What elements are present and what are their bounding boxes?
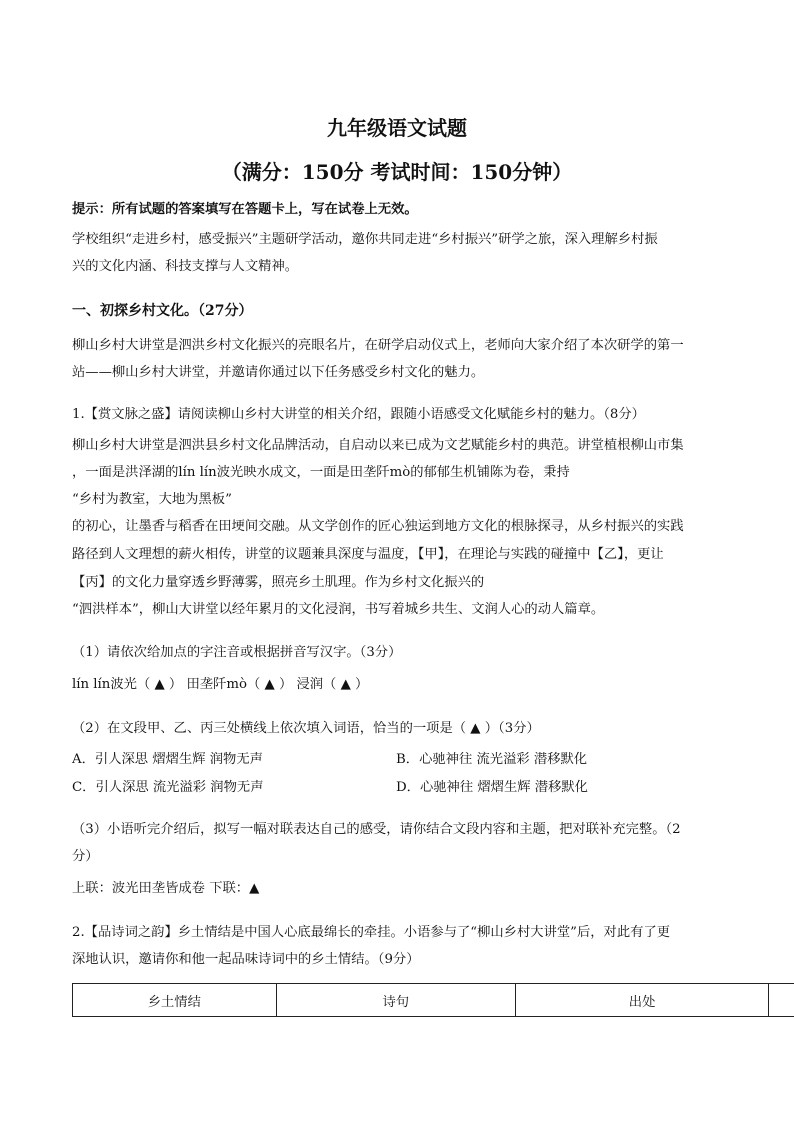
section-heading: 一、初探乡村文化。（27分）	[72, 303, 253, 319]
passage-line-4: 的初心，让墨香与稻香在田埂间交融。从文学创作的匠心独运到地方文化的根脉探寻，从乡村振兴的实践	[72, 519, 684, 534]
sub-question-3-prompt: （3）小语听完介绍后，拟写一幅对联表达自己的感受，请你结合文段内容和主题，把对联补充完整。（2	[72, 822, 681, 837]
option-d: D．心驰神往 熠熠生辉 潜移默化	[396, 780, 588, 795]
table-header-cell: 乡土情结	[73, 984, 277, 1017]
sub-question-2-prompt: （2）在文段甲、乙、丙三处横线上依次填入词语，恰当的一项是（ ▲ ）（3分）	[72, 721, 540, 736]
section-intro-line-2: 站——柳山乡村大讲堂，并邀请你通过以下任务感受乡村文化的魅力。	[72, 365, 485, 380]
sub-question-1-answer: lín lín波光（ ▲ ） 田垄阡mò（ ▲ ） 浸润（ ▲ ）	[72, 677, 369, 692]
poetry-table	[72, 983, 794, 1017]
page-title: 九年级语文试题	[327, 116, 467, 140]
section-intro-line-1: 柳山乡村大讲堂是泗洪乡村文化振兴的亮眼名片，在研学启动仪式上，老师向大家介绍了本次研学的第一	[72, 338, 684, 353]
passage-line-2: ，一面是洪泽湖的lín lín波光映水成文，一面是田垄阡mò的郁郁生机铺陈为卷，秉持	[72, 465, 570, 480]
couplet-answer: 上联：波光田垄皆成卷 下联：▲	[72, 881, 260, 896]
sub-question-3-prompt-cont: 分）	[72, 849, 99, 864]
passage-line-1: 柳山乡村大讲堂是泗洪县乡村文化品牌活动，自启动以来已成为文艺赋能乡村的典范。讲堂植根柳山市集	[72, 438, 684, 453]
passage-line-6: 【丙】的文化力量穿透乡野薄雾，照亮乡土肌理。作为乡村文化振兴的	[72, 575, 485, 590]
notice: 提示：所有试题的答案填写在答题卡上，写在试卷上无效。	[72, 202, 418, 217]
sub-question-1-prompt: （1）请依次给加点的字注音或根据拼音写汉字。（3分）	[72, 645, 402, 660]
passage-line-3: “乡村为教室，大地为黑板”	[72, 492, 232, 507]
table-header-cell: 出处	[515, 984, 768, 1017]
question-2-heading: 2.【品诗词之韵】乡土情结是中国人心底最绵长的牵挂。小语参与了“柳山乡村大讲堂”后，对此有了更	[72, 925, 671, 940]
intro-line-1: 学校组织“走进乡村，感受振兴”主题研学活动，邀你共同走进“乡村振兴”研学之旅，深入理解乡村振	[72, 232, 658, 247]
table-header-cell: 诗句	[276, 984, 515, 1017]
page-subtitle: （满分：150分 考试时间：150分钟）	[221, 160, 573, 184]
option-b: B．心驰神往 流光溢彩 潜移默化	[396, 752, 588, 767]
passage-line-7: “泗洪样本”，柳山大讲堂以经年累月的文化浸润，书写着城乡共生、文润人心的动人篇章。	[72, 602, 605, 617]
intro-line-2: 兴的文化内涵、科技支撑与人文精神。	[72, 259, 299, 274]
question-1-heading: 1.【赏文脉之盛】请阅读柳山乡村大讲堂的相关介绍，跟随小语感受文化赋能乡村的魅力。（8分）	[72, 407, 645, 422]
table-header-row	[73, 984, 794, 1017]
option-c: C．引人深思 流光溢彩 润物无声	[72, 780, 264, 795]
question-2-heading-cont: 深地认识，邀请你和他一起品味诗词中的乡土情结。（9分）	[72, 952, 420, 967]
passage-line-5: 路径到人文理想的薪火相传，讲堂的议题兼具深度与温度，【甲】，在理论与实践的碰撞中【乙】，更让	[72, 547, 664, 562]
option-a: A．引人深思 熠熠生辉 润物无声	[72, 752, 263, 767]
table-header-cell-extra	[769, 984, 794, 1017]
